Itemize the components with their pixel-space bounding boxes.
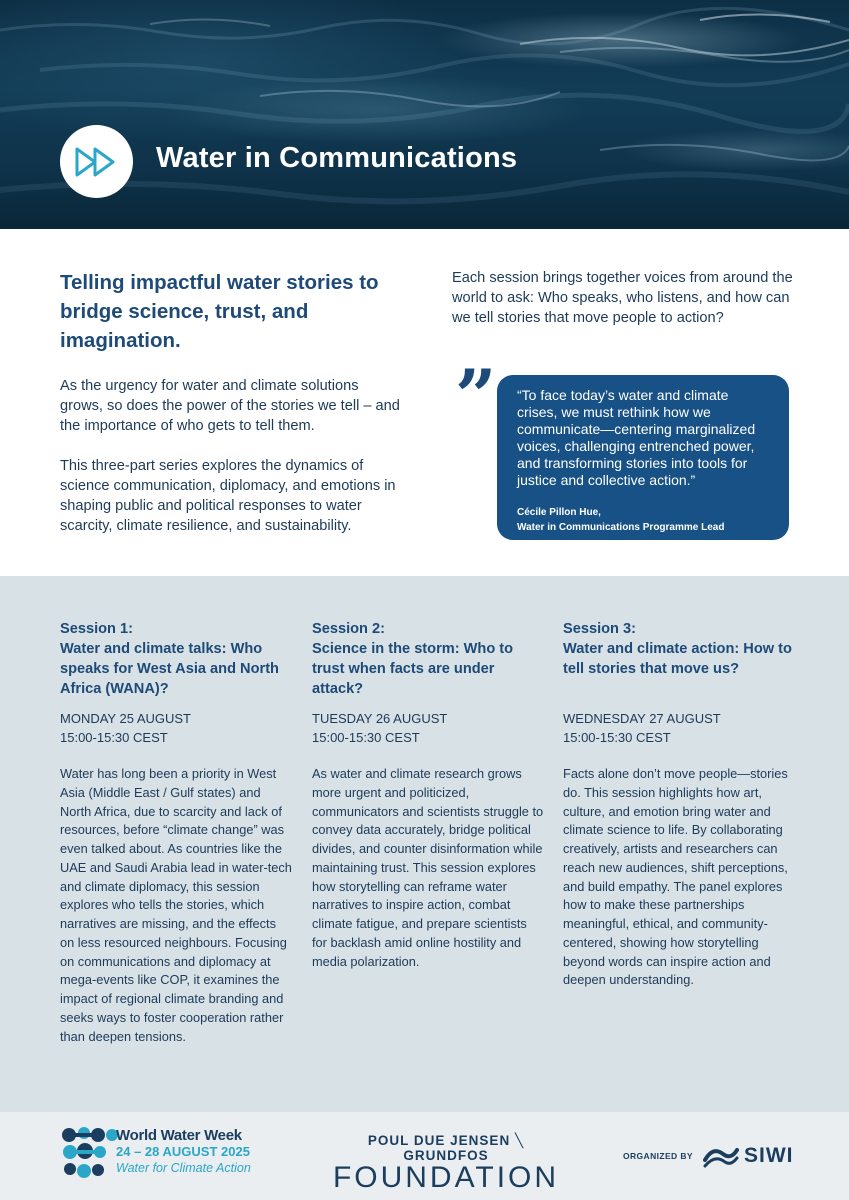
quote-author-role: Water in Communications Programme Lead xyxy=(517,522,725,533)
session-title xyxy=(60,619,292,709)
session-heading: Science in the storm: Who to trust when facts are under attack? xyxy=(312,641,514,697)
quote-author-name: Cécile Pillon Hue, xyxy=(517,507,601,518)
session-date xyxy=(312,709,544,765)
session-title xyxy=(312,619,544,709)
world-water-week-text xyxy=(116,1127,251,1176)
session-3 xyxy=(563,619,795,990)
session-day: MONDAY 25 AUGUST xyxy=(60,711,191,726)
session-day: WEDNESDAY 27 AUGUST xyxy=(563,711,721,726)
siwi-logo-icon xyxy=(703,1142,739,1170)
intro-right-paragraph: Each session brings together voices from around the world to ask: Who speaks, who listens, and how can we tell stories that move people to action? xyxy=(452,270,793,326)
quotation-mark-icon: ” xyxy=(455,353,497,438)
session-2 xyxy=(312,619,544,971)
session-heading: Water and climate action: How to tell stories that move us? xyxy=(563,641,792,677)
session-label: Session 3: xyxy=(563,621,636,637)
hero-banner xyxy=(0,0,849,229)
session-1 xyxy=(60,619,292,1046)
session-time: 15:00-15:30 CEST xyxy=(312,730,420,745)
foundation-name-big: FOUNDATION xyxy=(332,1161,560,1194)
page-title: Water in Communications xyxy=(156,142,518,174)
foundation-name-small: POUL DUE JENSEN ╲ GRUNDFOS xyxy=(367,1133,525,1163)
session-date xyxy=(60,709,292,765)
world-water-week-name: World Water Week xyxy=(116,1127,242,1144)
intro-paragraph-2: This three-part series explores the dynamics of science communication, diplomacy, and emotions in shaping public and political responses to water scarcity, climate resilience, and sustainability. xyxy=(60,458,396,534)
siwi-logo-text: SIWI xyxy=(744,1144,794,1167)
session-label: Session 2: xyxy=(312,621,385,637)
session-description: Water has long been a priority in West Asia (Middle East / Gulf states) and North Africa, due to scarcity and lack of resources, before “climate change” was even talked about. As countries like the UAE and Saudi Arabia lead in water-tech and climate diplomacy, this session explores who tells the stories, which narratives are missing, and the effects on less resourced neighbours. Focusing on communications and diplomacy at mega-events like COP, it examines the impact of regional climate branding and seeks ways to foster cooperation rather than deepen tensions. xyxy=(60,766,292,1044)
organized-by-label: ORGANIZED BY xyxy=(623,1151,693,1161)
session-title xyxy=(563,619,795,709)
session-description: Facts alone don’t move people—stories do. This session highlights how art, culture, and emotion bring water and climate science to life. By collaborating creatively, artists and researchers can reach new audiences, shift perceptions, and build empathy. The panel explores how to make these partnerships meaningful, ethical, and community-centered, showing how storytelling beyond words can inspire action and deepen understanding. xyxy=(563,766,788,988)
water-waves-background xyxy=(0,0,849,229)
quote-box xyxy=(497,375,789,540)
session-heading: Water and climate talks: Who speaks for West Asia and North Africa (WANA)? xyxy=(60,641,279,697)
world-water-week-logo-icon xyxy=(60,1125,120,1183)
session-date xyxy=(563,709,795,765)
foundation-logo xyxy=(330,1133,562,1193)
world-water-week-dates: 24 – 28 AUGUST 2025 xyxy=(116,1144,250,1159)
session-day: TUESDAY 26 AUGUST xyxy=(312,711,448,726)
session-time: 15:00-15:30 CEST xyxy=(60,730,168,745)
session-time: 15:00-15:30 CEST xyxy=(563,730,671,745)
quote-text: “To face today’s water and climate crises, we must rethink how we communicate—centering marginalized voices, challenging entrenched power, and transforming stories into tools for justice and collective action.” xyxy=(517,387,756,488)
session-description: As water and climate research grows more urgent and politicized, communicators and scientists struggle to convey data accurately, bridge political divides, and counter disinformation while maintaining trust. This session explores how storytelling can reframe water narratives to inspire action, combat climate fatigue, and prepare scientists for backlash amid online hostility and media polarization. xyxy=(312,766,544,969)
fast-forward-icon xyxy=(60,125,133,198)
intro-headline: Telling impactful water stories to bridge science, trust, and imagination. xyxy=(60,271,379,352)
session-label: Session 1: xyxy=(60,621,133,637)
quote-author xyxy=(517,505,771,535)
intro-paragraph-1: As the urgency for water and climate solutions grows, so does the power of the stories we tell – and the importance of who gets to tell them. xyxy=(60,378,400,434)
world-water-week-tagline: Water for Climate Action xyxy=(116,1161,251,1175)
